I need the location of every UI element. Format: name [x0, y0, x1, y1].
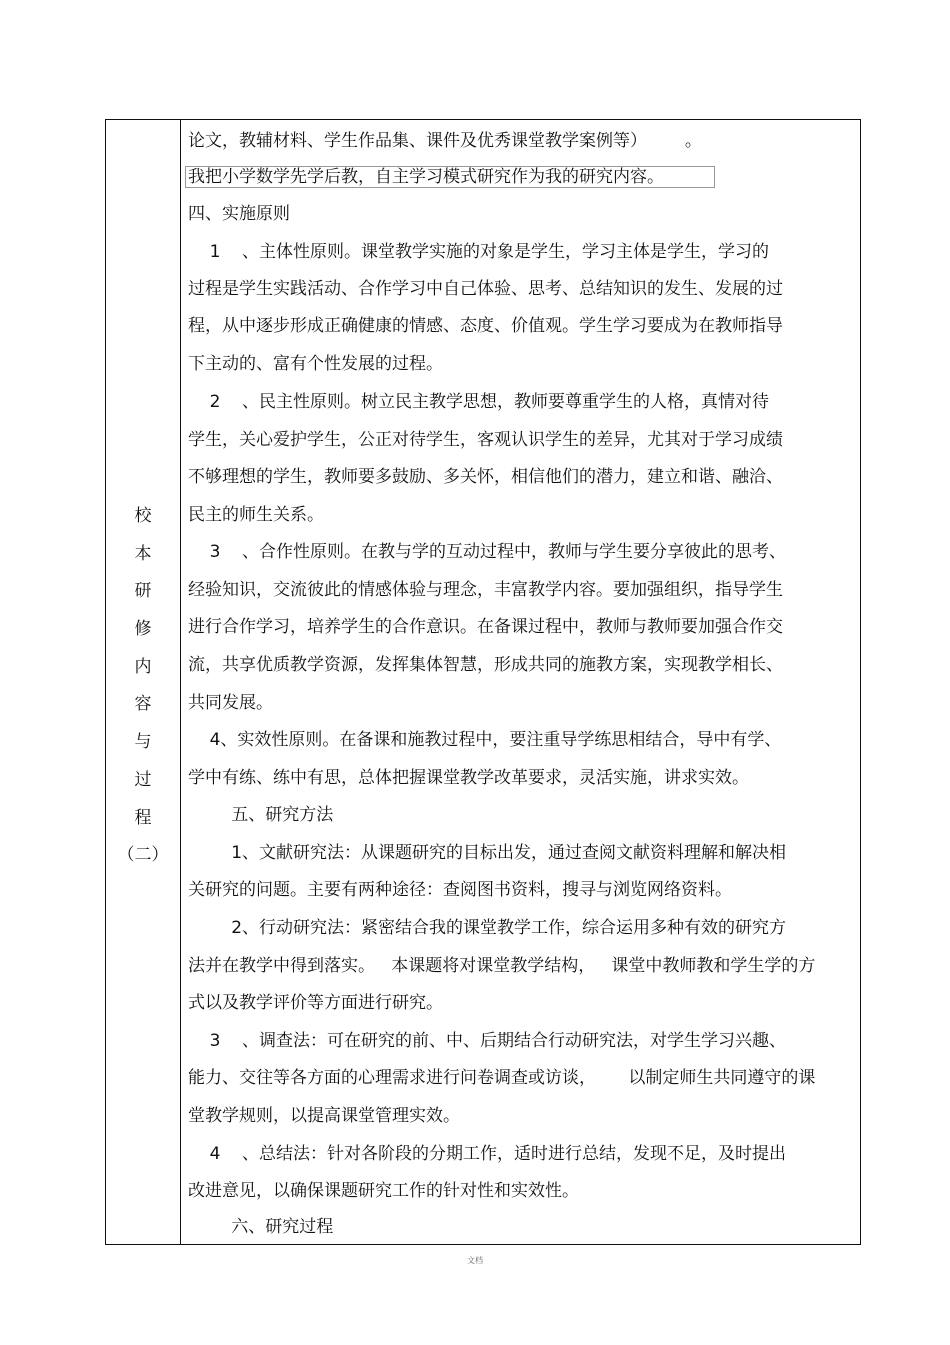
text-line: 改进意见，以确保课题研究工作的针对性和实效性。 — [188, 1181, 579, 1201]
text-line: 流，共享优质教学资源，发挥集体智慧，形成共同的施教方案，实现教学相长、 — [188, 655, 783, 675]
side-label-char: 与 — [134, 732, 152, 753]
text-line: 学生，关心爱护学生，公正对待学生，客观认识学生的差异，尤其对于学习成绩 — [188, 430, 783, 450]
side-label-char: 过 — [134, 769, 152, 790]
text-line: 堂教学规则，以提高课堂管理实效。 — [188, 1106, 460, 1126]
side-label-char: 校 — [134, 506, 152, 526]
side-label-char: 修 — [134, 619, 152, 640]
text-line: 能力、交往等各方面的心理需求进行问卷调查或访谈， 以制定师生共同遵守的课 — [188, 1068, 816, 1088]
side-label-char: 研 — [134, 581, 152, 602]
text-line: 下主动的、富有个性发展的过程。 — [188, 354, 443, 374]
text-line: 2、行动研究法：紧密结合我的课堂教学工作，综合运用多种有效的研究方 — [188, 918, 787, 938]
side-label-column — [106, 498, 180, 875]
text-line: 经验知识，交流彼此的情感体验与理念，丰富教学内容。要加强组织，指导学生 — [188, 580, 783, 600]
text-line: 共同发展。 — [188, 693, 273, 713]
text-line: 2 、民主性原则。树立民主教学思想，教师要尊重学生的人格，真情对待 — [188, 392, 770, 412]
text-line: 民主的师生关系。 — [188, 505, 324, 525]
text-line: 关研究的问题。主要有两种途径：查阅图书资料，搜寻与浏览网络资料。 — [188, 880, 732, 900]
text-line: 不够理想的学生，教师要多鼓励、多关怀，相信他们的潜力，建立和谐、融洽、 — [188, 467, 783, 487]
page-footer: 文档 — [467, 1256, 483, 1265]
text-line: 程，从中逐步形成正确健康的情感、态度、价值观。学生学习要成为在教师指导 — [188, 316, 783, 336]
text-line: 3 、合作性原则。在教与学的互动过程中，教师与学生要分享彼此的思考、 — [188, 542, 787, 562]
side-label-char: （二） — [117, 845, 169, 866]
text-line: 4、实效性原则。在备课和施教过程中，要注重导学练思相结合，导中有学、 — [188, 730, 782, 750]
side-label-char: 程 — [134, 807, 152, 828]
side-label-char: 本 — [134, 543, 152, 564]
column-divider — [180, 119, 181, 1245]
highlighted-text-line: 我把小学数学先学后教，自主学习模式研究作为我的研究内容。 — [185, 166, 715, 188]
section-heading: 六、研究过程 — [188, 1217, 334, 1237]
text-line: 学中有练、练中有思，总体把握课堂教学改革要求，灵活实施，讲求实效。 — [188, 768, 749, 788]
text-line: 法并在教学中得到落实。 本课题将对课堂教学结构， 课堂中教师教和学生学的方 — [188, 956, 816, 976]
text-line: 论文，教辅材料、学生作品集、课件及优秀课堂教学案例等） 。 — [188, 131, 702, 151]
text-line: 3 、调查法：可在研究的前、中、后期结合行动研究法，对学生学习兴趣、 — [188, 1031, 787, 1051]
text-line: 进行合作学习，培养学生的合作意识。在备课过程中，教师与教师要加强合作交 — [188, 617, 783, 637]
text-line: 过程是学生实践活动、合作学习中自己体验、思考、总结知识的发生、发展的过 — [188, 279, 783, 299]
section-heading: 四、实施原则 — [188, 204, 290, 224]
text-line: 式以及教学评价等方面进行研究。 — [188, 993, 443, 1013]
side-label-char: 容 — [134, 694, 152, 715]
text-line: 4 、总结法：针对各阶段的分期工作，适时进行总结，发现不足，及时提出 — [188, 1144, 787, 1164]
text-line: 1、文献研究法：从课题研究的目标出发，通过查阅文献资料理解和解决相 — [188, 843, 787, 863]
side-label-char: 内 — [134, 656, 152, 677]
section-heading: 五、研究方法 — [188, 805, 334, 825]
text-line: 1 、主体性原则。课堂教学实施的对象是学生，学习主体是学生，学习的 — [188, 242, 770, 262]
